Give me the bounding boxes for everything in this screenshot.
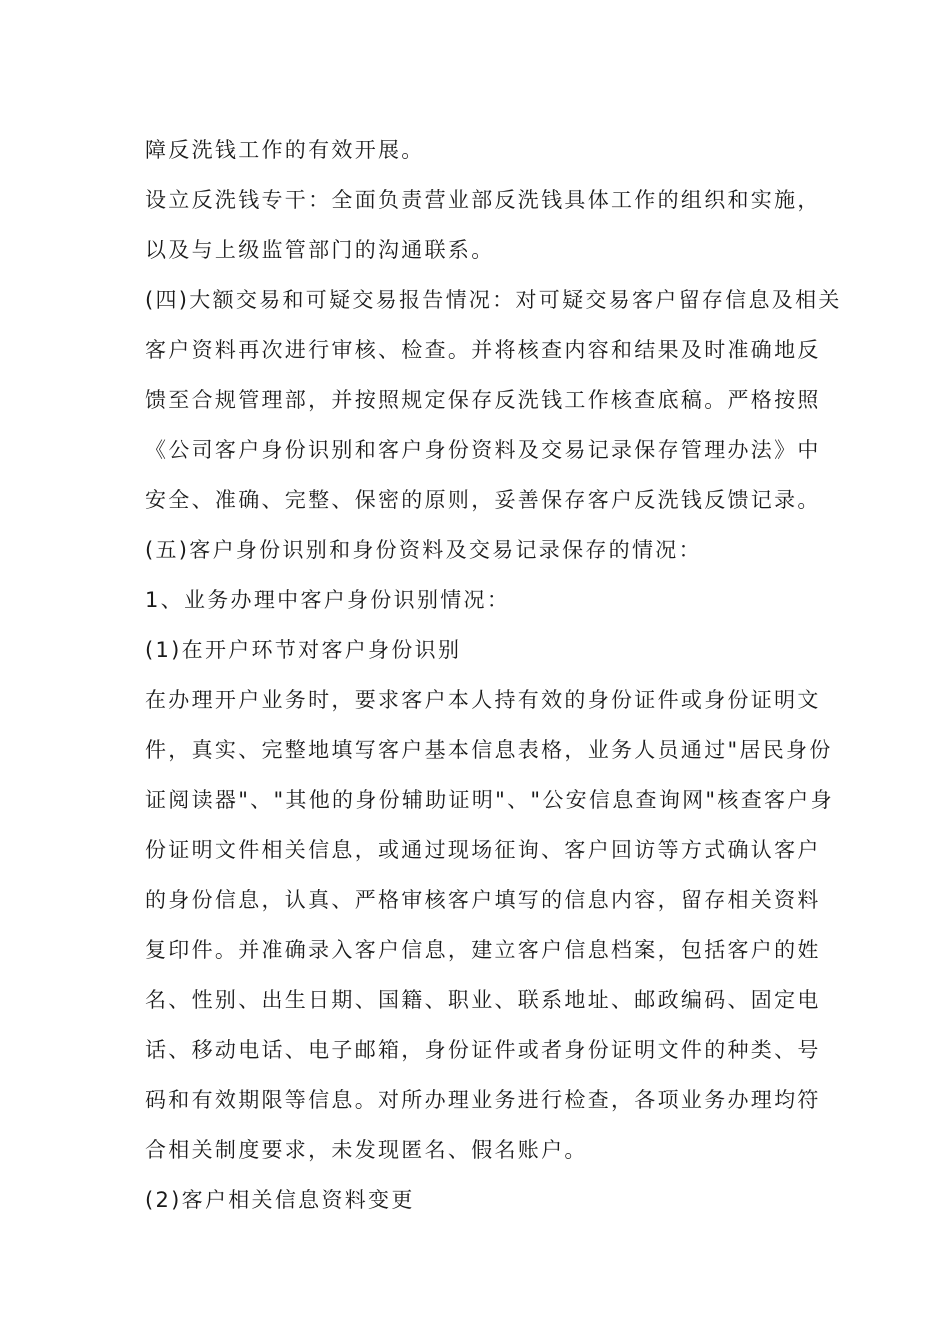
subitem-heading-line: (1)在开户环节对客户身份识别 <box>145 638 462 662</box>
text-line: 以及与上级监管部门的沟通联系。 <box>145 238 495 262</box>
text-line: 名、性别、出生日期、国籍、职业、联系地址、邮政编码、固定电 <box>145 988 821 1012</box>
item-heading-line: 1、业务办理中客户身份识别情况： <box>145 588 511 612</box>
section-heading-line: (四)大额交易和可疑交易报告情况：对可疑交易客户留存信息及相关 <box>145 288 842 312</box>
text-line: 设立反洗钱专干：全面负责营业部反洗钱具体工作的组织和实施， <box>145 188 821 212</box>
text-line: 证阅读器"、"其他的身份辅助证明"、"公安信息查询网"核查客户身 <box>145 788 834 812</box>
text-line: 在办理开户业务时，要求客户本人持有效的身份证件或身份证明文 <box>145 688 821 712</box>
paragraph-section-5 <box>145 525 807 575</box>
paragraph-item-1 <box>145 575 807 625</box>
text-line: 件，真实、完整地填写客户基本信息表格，业务人员通过"居民身份 <box>145 738 833 762</box>
document-page <box>145 125 842 1225</box>
text-line: 合相关制度要求，未发现匿名、假名账户。 <box>145 1138 588 1162</box>
text-line: 码和有效期限等信息。对所办理业务进行检查，各项业务办理均符 <box>145 1088 821 1112</box>
paragraph-aml-specialist <box>145 175 821 275</box>
text-line: 话、移动电话、电子邮箱，身份证件或者身份证明文件的种类、号 <box>145 1038 821 1062</box>
paragraph-section-4 <box>145 275 842 525</box>
paragraph-sub-1 <box>145 625 807 675</box>
subitem-heading-line: (2)客户相关信息资料变更 <box>145 1188 415 1212</box>
text-line: 客户资料再次进行审核、检查。并将核查内容和结果及时准确地反 <box>145 338 821 362</box>
text-line: 的身份信息，认真、严格审核客户填写的信息内容，留存相关资料 <box>145 888 821 912</box>
text-line: 复印件。并准确录入客户信息，建立客户信息档案，包括客户的姓 <box>145 938 821 962</box>
paragraph-sub-2 <box>145 1175 807 1225</box>
text-line: 障反洗钱工作的有效开展。 <box>145 138 425 162</box>
section-heading-line: (五)客户身份识别和身份资料及交易记录保存的情况： <box>145 538 702 562</box>
paragraph-intro-tail <box>145 125 807 175</box>
text-line: 馈至合规管理部，并按照规定保存反洗钱工作核查底稿。严格按照 <box>145 388 821 412</box>
text-line: 《公司客户身份识别和客户身份资料及交易记录保存管理办法》中 <box>145 438 821 462</box>
text-line: 份证明文件相关信息，或通过现场征询、客户回访等方式确认客户 <box>145 838 821 862</box>
paragraph-account-opening <box>145 675 834 1175</box>
text-line: 安全、准确、完整、保密的原则，妥善保存客户反洗钱反馈记录。 <box>145 488 821 512</box>
